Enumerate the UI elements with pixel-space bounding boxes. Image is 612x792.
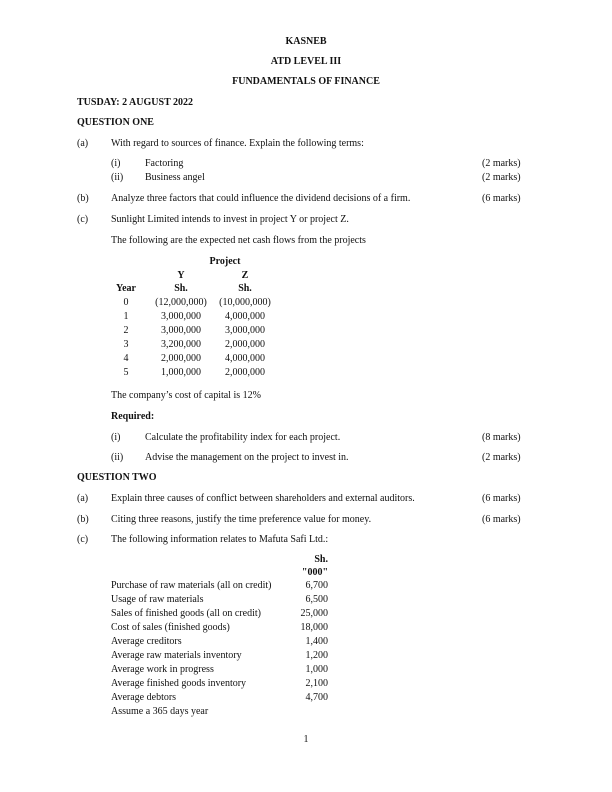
item-value: 1,000 xyxy=(305,664,328,675)
project-y-cell: 3,200,000 xyxy=(161,339,201,350)
item-label: Purchase of raw materials (all on credit) xyxy=(111,580,272,591)
project-z-cell: 2,000,000 xyxy=(225,367,265,378)
project-y-cell: 3,000,000 xyxy=(161,311,201,322)
q1c-i-marks: (8 marks) xyxy=(482,432,521,443)
org-title: KASNEB xyxy=(285,36,327,47)
year-cell: 5 xyxy=(123,367,129,378)
item-value: 1,200 xyxy=(305,650,328,661)
item-value: 4,700 xyxy=(305,692,328,703)
q1b-label: (b) xyxy=(77,193,89,204)
q2c-label: (c) xyxy=(77,534,89,545)
subject-title: FUNDAMENTALS OF FINANCE xyxy=(232,76,380,87)
required-heading: Required: xyxy=(111,411,155,422)
item-value: 1,400 xyxy=(305,636,328,647)
item-label: Average creditors xyxy=(111,636,182,647)
project-y-cell: 3,000,000 xyxy=(161,325,201,336)
year-cell: 4 xyxy=(123,353,129,364)
year-cell: 3 xyxy=(123,339,129,350)
cost-of-capital: The company’s cost of capital is 12% xyxy=(111,390,261,401)
project-z-cell: 4,000,000 xyxy=(225,353,265,364)
project-z-cell: 2,000,000 xyxy=(225,339,265,350)
item-value: 2,100 xyxy=(305,678,328,689)
project-z-cell: (10,000,000) xyxy=(219,297,271,308)
q2c-text: The following information relates to Mafuta Safi Ltd.: xyxy=(111,534,329,545)
q2a-text: Explain three causes of conflict between shareholders and external auditors. xyxy=(111,493,415,504)
q1a-text: With regard to sources of finance. Explain the following terms: xyxy=(111,138,364,149)
q1a-ii-label: (ii) xyxy=(111,172,124,183)
unit-line2: "000" xyxy=(301,567,328,578)
item-value: 6,700 xyxy=(305,580,328,591)
q2a-label: (a) xyxy=(77,493,89,504)
year-cell: 1 xyxy=(123,311,129,322)
project-z-cell: 3,000,000 xyxy=(225,325,265,336)
unit-line1: Sh. xyxy=(314,554,328,565)
q2b-label: (b) xyxy=(77,514,89,525)
q2b-text: Citing three reasons, justify the time preference value for money. xyxy=(111,514,372,525)
exam-date: TUSDAY: 2 AUGUST 2022 xyxy=(77,97,194,108)
item-value: 6,500 xyxy=(305,594,328,605)
q1c-text: Sunlight Limited intends to invest in project Y or project Z. xyxy=(111,214,349,225)
table-unit-z: Sh. xyxy=(238,283,252,294)
item-label: Sales of finished goods (all on credit) xyxy=(111,608,261,619)
table-unit-y: Sh. xyxy=(174,283,188,294)
item-label: Average work in progress xyxy=(111,664,214,675)
table-col-y: Y xyxy=(177,270,185,281)
q1a-ii-text: Business angel xyxy=(145,172,205,183)
q1b-marks: (6 marks) xyxy=(482,193,521,204)
question-two-title: QUESTION TWO xyxy=(77,472,157,483)
page-number: 1 xyxy=(303,734,309,745)
q1c-i-text: Calculate the profitability index for each project. xyxy=(145,432,341,443)
item-label: Average finished goods inventory xyxy=(111,678,247,689)
item-value: 25,000 xyxy=(300,608,328,619)
q1c-label: (c) xyxy=(77,214,89,225)
year-cell: 0 xyxy=(123,297,129,308)
q2a-marks: (6 marks) xyxy=(482,493,521,504)
table-col-z: Z xyxy=(241,270,249,281)
table-year-header: Year xyxy=(116,283,136,294)
item-label: Average raw materials inventory xyxy=(111,650,242,661)
q1c-ii-text: Advise the management on the project to invest in. xyxy=(145,452,349,463)
table-group-header: Project xyxy=(209,256,241,267)
project-y-cell: 1,000,000 xyxy=(161,367,201,378)
q1a-ii-marks: (2 marks) xyxy=(482,172,521,183)
q1a-i-text: Factoring xyxy=(145,158,184,169)
q1c-ii-marks: (2 marks) xyxy=(482,452,521,463)
level-title: ATD LEVEL III xyxy=(270,56,342,67)
question-one-title: QUESTION ONE xyxy=(77,117,154,128)
q1c-ii-label: (ii) xyxy=(111,452,124,463)
q1a-i-marks: (2 marks) xyxy=(482,158,521,169)
q1a-label: (a) xyxy=(77,138,89,149)
assumption-note: Assume a 365 days year xyxy=(111,706,209,717)
item-label: Cost of sales (finished goods) xyxy=(111,622,230,633)
project-y-cell: 2,000,000 xyxy=(161,353,201,364)
q1a-i-label: (i) xyxy=(111,158,121,169)
item-label: Average debtors xyxy=(111,692,177,703)
item-value: 18,000 xyxy=(300,622,328,633)
project-y-cell: (12,000,000) xyxy=(155,297,207,308)
item-label: Usage of raw materials xyxy=(111,594,204,605)
q2b-marks: (6 marks) xyxy=(482,514,521,525)
q1b-text: Analyze three factors that could influence the dividend decisions of a firm. xyxy=(111,193,411,204)
project-z-cell: 4,000,000 xyxy=(225,311,265,322)
q1c-i-label: (i) xyxy=(111,432,121,443)
q1c-intro: The following are the expected net cash flows from the projects xyxy=(111,235,366,246)
year-cell: 2 xyxy=(123,325,129,336)
